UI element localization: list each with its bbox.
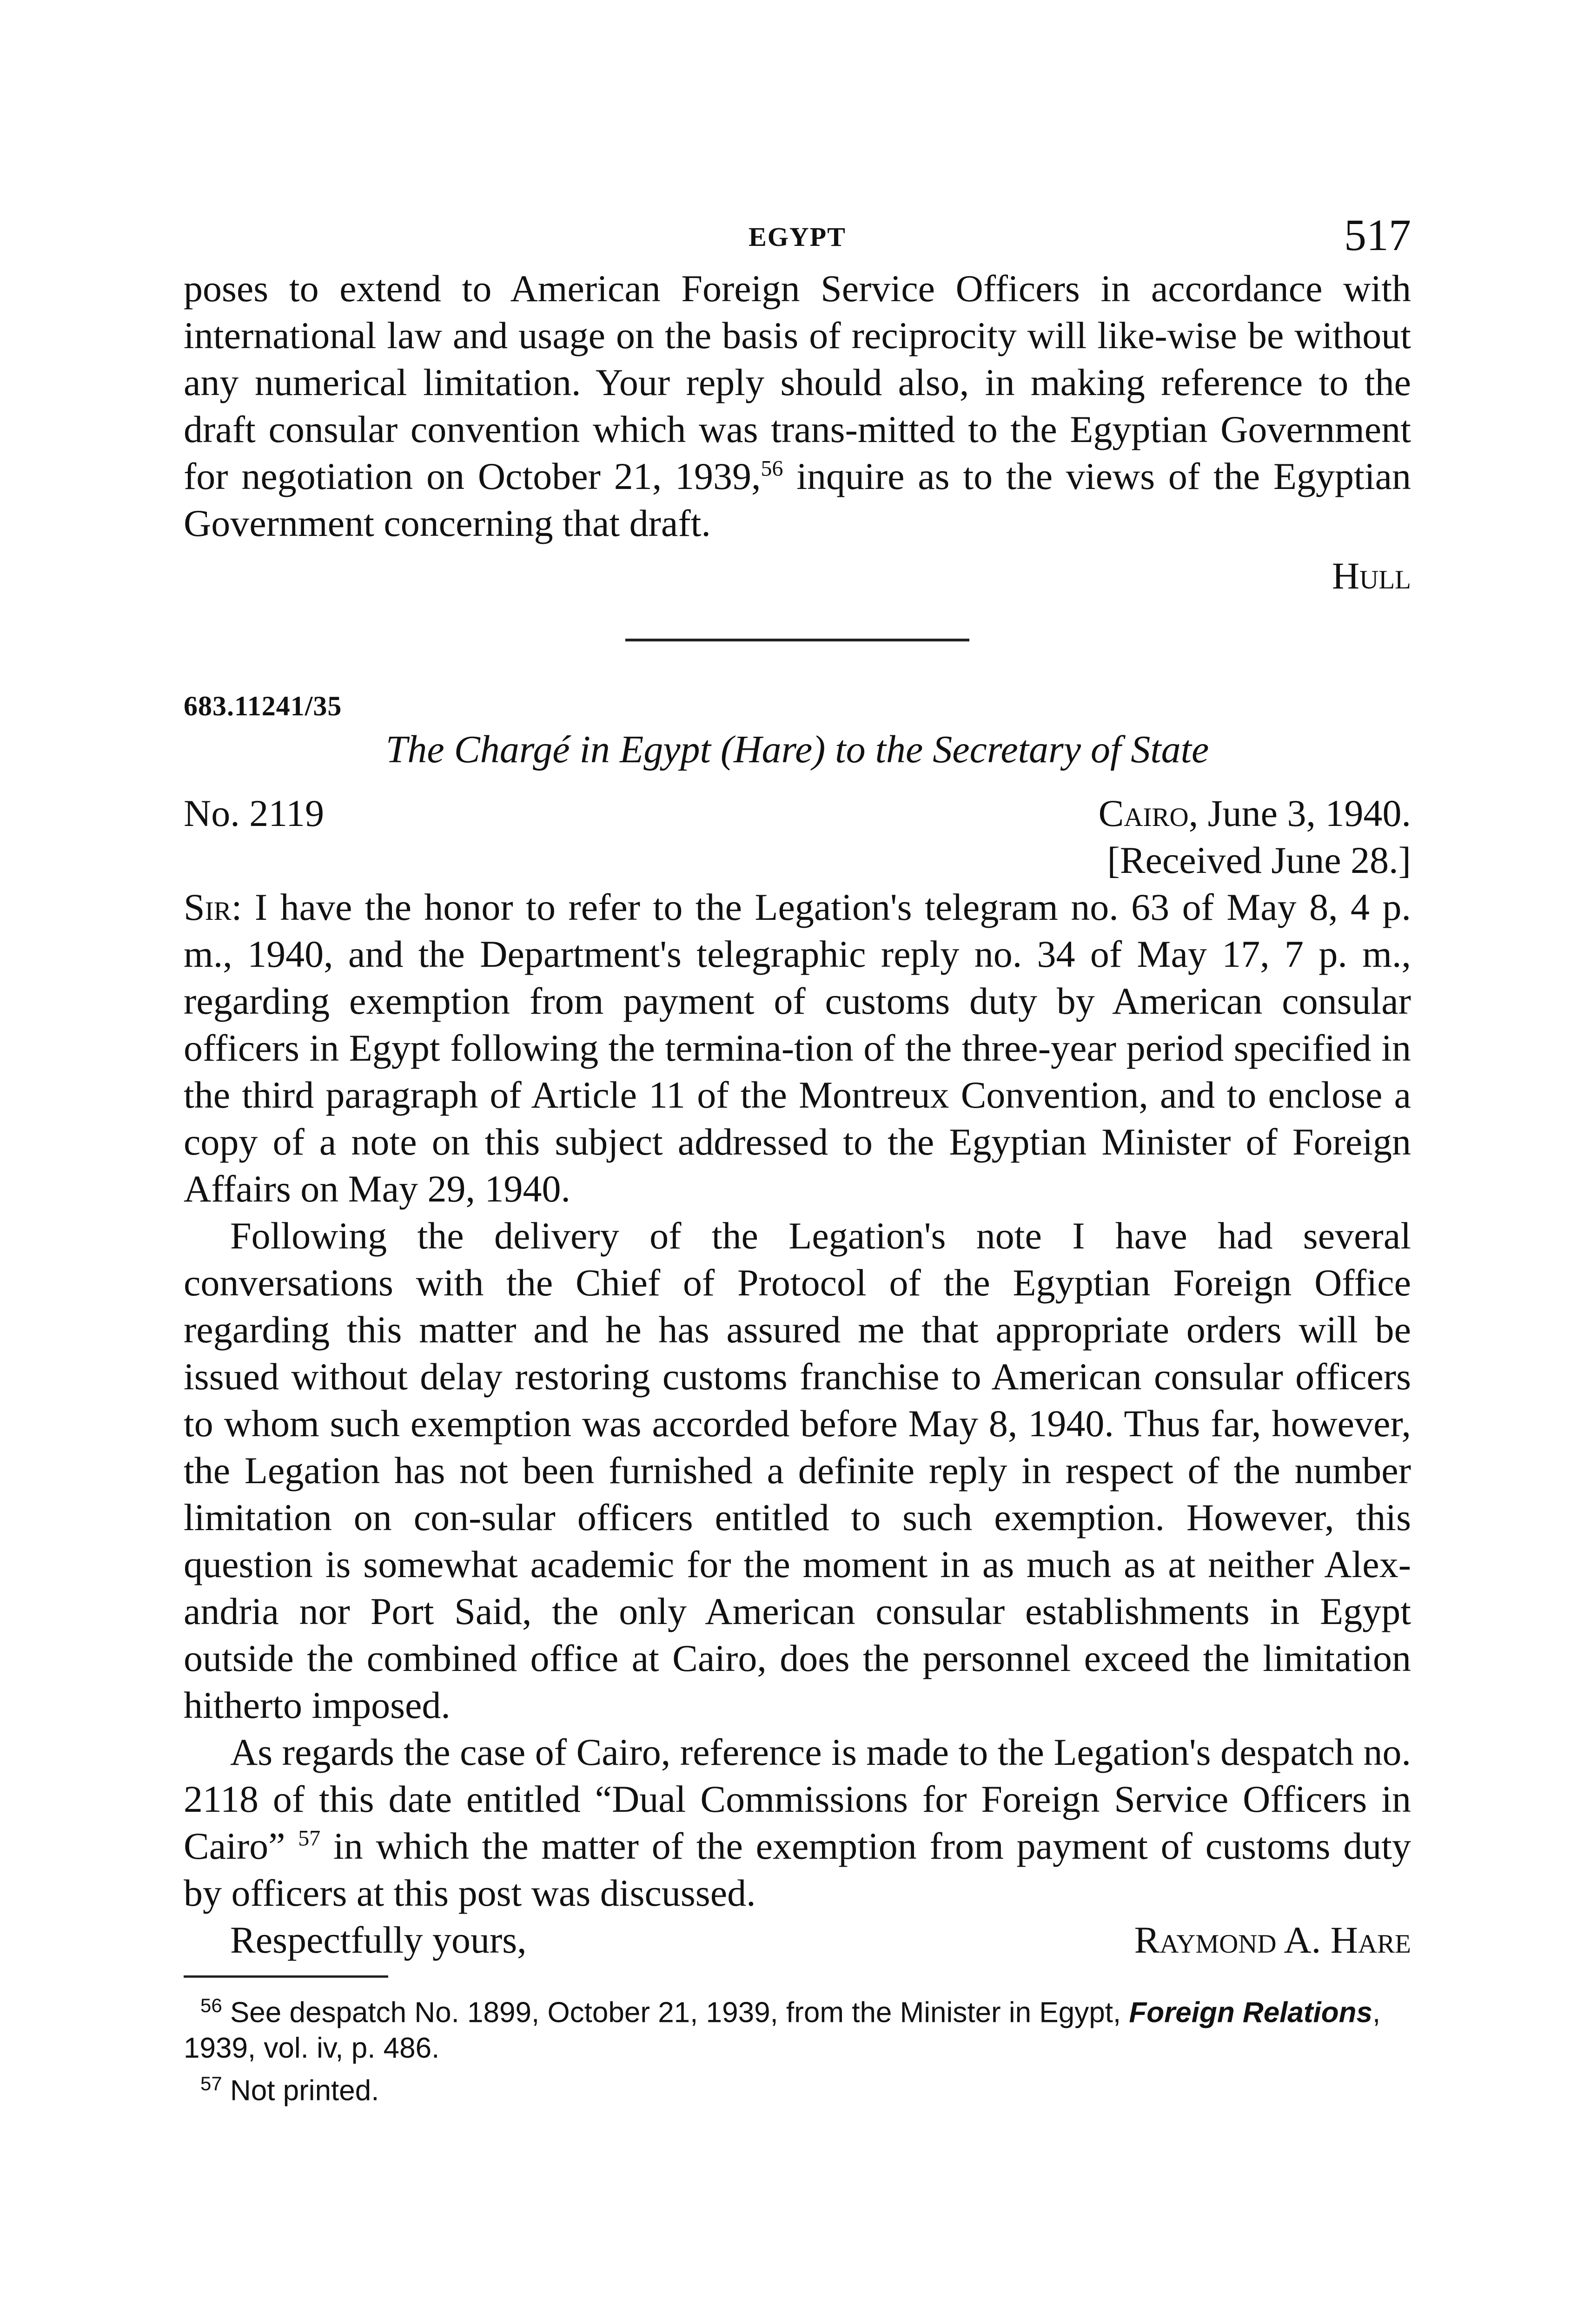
paragraph-1	[184, 884, 1411, 1212]
footnote-56-italic: Foreign Relations	[1129, 1996, 1372, 2029]
signature-hull: Hull	[1332, 555, 1411, 597]
place: Cairo	[1098, 792, 1189, 834]
continued-instruction	[184, 265, 1411, 547]
instruction-signature	[184, 552, 1411, 599]
running-title: EGYPT	[749, 222, 846, 252]
paragraph-3	[184, 1729, 1411, 1916]
file-number: 683.11241/35	[184, 691, 342, 721]
date: , June 3, 1940.	[1188, 792, 1411, 834]
paragraph-3-text-1: As regards the case of Cairo, reference is made to the Legation's despatch no. 2118 of this date entitled “Dual Commissions for Foreign Service Officers in Cairo”	[184, 1731, 1411, 1867]
signer: Raymond A. Hare	[1134, 1919, 1411, 1961]
continued-paragraph	[184, 265, 1411, 547]
footnote-56-mark: 56	[200, 1994, 222, 2016]
dateline	[184, 790, 1411, 837]
paragraph-2: Following the delivery of the Legation's note I have had several conversations with the Chief of Protocol of the Egyptian Foreign Office regarding this matter and he has assured me that appropriate orders will be issued without delay restoring customs franchise to American consular officers to whom such exemption was accorded before May 8, 1940. Thus far, however, the Legation has not been furnished a definite reply in respect of the number limitation on con-sular officers entitled to such exemption. However, this question is somewhat academic for the moment in as much as at neither Alex-andria nor Port Said, the only American consular establishments in Egypt outside the combined office at Cairo, does the personnel exceed the limitation hitherto imposed.	[184, 1215, 1411, 1726]
paragraph-1-text: : I have the honor to refer to the Legation's telegram no. 63 of May 8, 4 p. m., 1940, and the Department's telegraphic reply no. 34 of May 17, 7 p. m., regarding exemption from payment of customs duty by American consular officers in Egypt following the termina-tion of the three-year period specified in the third paragraph of Article 11 of the Montreux Convention, and to enclose a copy of a note on this subject addressed to the Egyptian Minister of Foreign Affairs on May 29, 1940.	[184, 886, 1411, 1210]
book-page	[184, 195, 1411, 2108]
footnote-56-text-1: See despatch No. 1899, October 21, 1939, from the Minister in Egypt,	[230, 1996, 1129, 2029]
salutation: Sir	[184, 886, 232, 928]
footnotes	[184, 1988, 1411, 2108]
running-head	[184, 195, 1411, 265]
footnote-ref-57: 57	[298, 1826, 321, 1851]
despatch-number: No. 2119	[184, 792, 325, 834]
section-divider	[625, 639, 969, 641]
footnote-57	[184, 2066, 1411, 2109]
closing-line	[184, 1916, 1411, 1963]
footnote-57-mark: 57	[200, 2072, 222, 2094]
continued-text-2: inquire as to the views of the Egyptian Government concerning that draft.	[184, 455, 1411, 544]
complimentary-close: Respectfully yours,	[230, 1919, 527, 1961]
document-title: The Chargé in Egypt (Hare) to the Secretary of State	[385, 728, 1209, 771]
footnote-ref-56: 56	[761, 456, 783, 481]
despatch-body	[184, 884, 1411, 1916]
received-date: [Received June 28.]	[1107, 839, 1411, 881]
place-date	[1099, 790, 1411, 837]
footnote-56-text-2: , 1939, vol. iv, p. 486.	[184, 1996, 1381, 2064]
footnote-divider	[184, 1975, 388, 1978]
continued-text-1: poses to extend to American Foreign Service Officers in accordance with international law and usage on the basis of reciprocity will like-wise be without any numerical limitation. Your reply should also, in making reference to the draft consular convention which was trans-mitted to the Egyptian Government for negotiation on October 21, 1939,	[184, 267, 1411, 497]
page-number: 517	[1344, 210, 1411, 260]
paragraph-3-text-2: in which the matter of the exemption from payment of customs duty by officers at this post was discussed.	[184, 1825, 1411, 1914]
footnote-56	[184, 1988, 1411, 2066]
footnote-57-text: Not printed.	[230, 2074, 379, 2107]
